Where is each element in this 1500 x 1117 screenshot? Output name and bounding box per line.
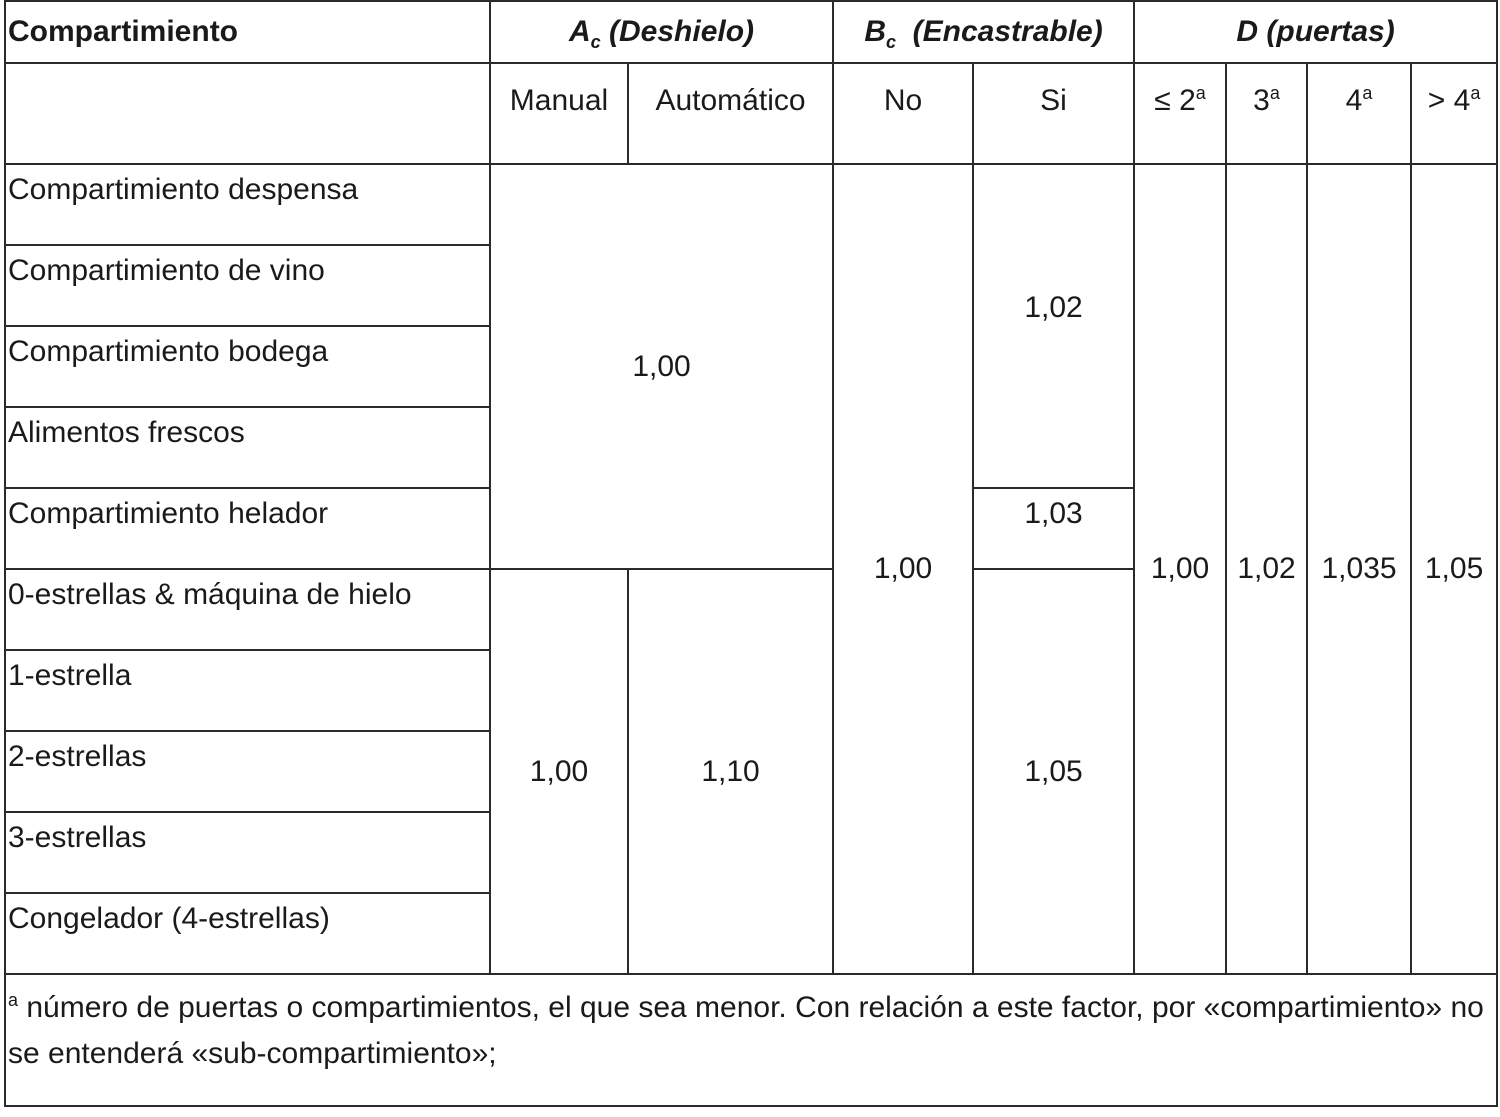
row-label: 2-estrellas xyxy=(5,731,490,812)
row-label: Compartimiento helador xyxy=(5,488,490,569)
subheader-no: No xyxy=(833,63,973,164)
b-si-value-upper: 1,02 xyxy=(973,164,1134,488)
subheader-d1-sup: a xyxy=(1195,82,1206,103)
header-a-letter: A xyxy=(568,15,591,48)
row-label: Compartimiento despensa xyxy=(5,164,490,245)
row-label: 1-estrella xyxy=(5,650,490,731)
d2-value: 1,02 xyxy=(1226,164,1307,974)
d3-value: 1,035 xyxy=(1307,164,1411,974)
subheader-d3 xyxy=(1307,63,1411,164)
subheader-si: Si xyxy=(973,63,1134,164)
subheader-automatico: Automático xyxy=(628,63,833,164)
row-label: Compartimiento de vino xyxy=(5,245,490,326)
header-a-rest: (Deshielo) xyxy=(600,15,755,48)
footnote-row xyxy=(5,974,1497,1106)
subheader-d2 xyxy=(1226,63,1307,164)
header-a-sub: c xyxy=(590,32,601,52)
a-manual-value-lower: 1,00 xyxy=(490,569,628,974)
subheader-d4 xyxy=(1411,63,1497,164)
header-b-rest: (Encastrable) xyxy=(896,15,1103,48)
table-wrapper xyxy=(4,0,1496,1113)
d1-value: 1,00 xyxy=(1134,164,1226,974)
a-value-upper: 1,00 xyxy=(490,164,833,569)
row-label: Compartimiento bodega xyxy=(5,326,490,407)
header-b-encastrable xyxy=(833,1,1134,63)
b-no-value: 1,00 xyxy=(833,164,973,974)
a-auto-value-lower: 1,10 xyxy=(628,569,833,974)
header-b-letter: B xyxy=(864,15,886,48)
footnote xyxy=(5,974,1497,1106)
factor-table xyxy=(4,0,1498,1107)
subheader-d4-sup: a xyxy=(1470,82,1481,103)
subheader-empty xyxy=(5,63,490,164)
footnote-sup: a xyxy=(8,990,19,1010)
subheader-d3-text: 4 xyxy=(1345,83,1363,117)
footnote-text: número de puertas o compartimientos, el que sea menor. Con relación a este factor, por «compartimiento» no se entenderá «sub-compartimiento»; xyxy=(8,991,1484,1070)
header-compartment: Compartimiento xyxy=(5,1,490,63)
row-label: 3-estrellas xyxy=(5,812,490,893)
header-a-deshielo xyxy=(490,1,833,63)
subheader-d3-sup: a xyxy=(1362,82,1373,103)
d4-value: 1,05 xyxy=(1411,164,1497,974)
header-d-puertas: D (puertas) xyxy=(1134,1,1497,63)
row-label: 0-estrellas & máquina de hielo xyxy=(5,569,490,650)
row-label: Alimentos frescos xyxy=(5,407,490,488)
table-row xyxy=(5,164,1497,245)
subheader-d1 xyxy=(1134,63,1226,164)
subheader-d2-text: 3 xyxy=(1253,83,1270,117)
b-si-value-helador: 1,03 xyxy=(973,488,1134,569)
subheader-d4-text: > 4 xyxy=(1427,83,1471,117)
subheader-manual: Manual xyxy=(490,63,628,164)
subheader-d1-text: ≤ 2 xyxy=(1154,83,1196,117)
header-row xyxy=(5,1,1497,63)
header-b-sub: c xyxy=(885,32,896,52)
b-si-value-lower: 1,05 xyxy=(973,569,1134,974)
subheader-row xyxy=(5,63,1497,164)
row-label: Congelador (4-estrellas) xyxy=(5,893,490,974)
subheader-d2-sup: a xyxy=(1269,82,1280,103)
